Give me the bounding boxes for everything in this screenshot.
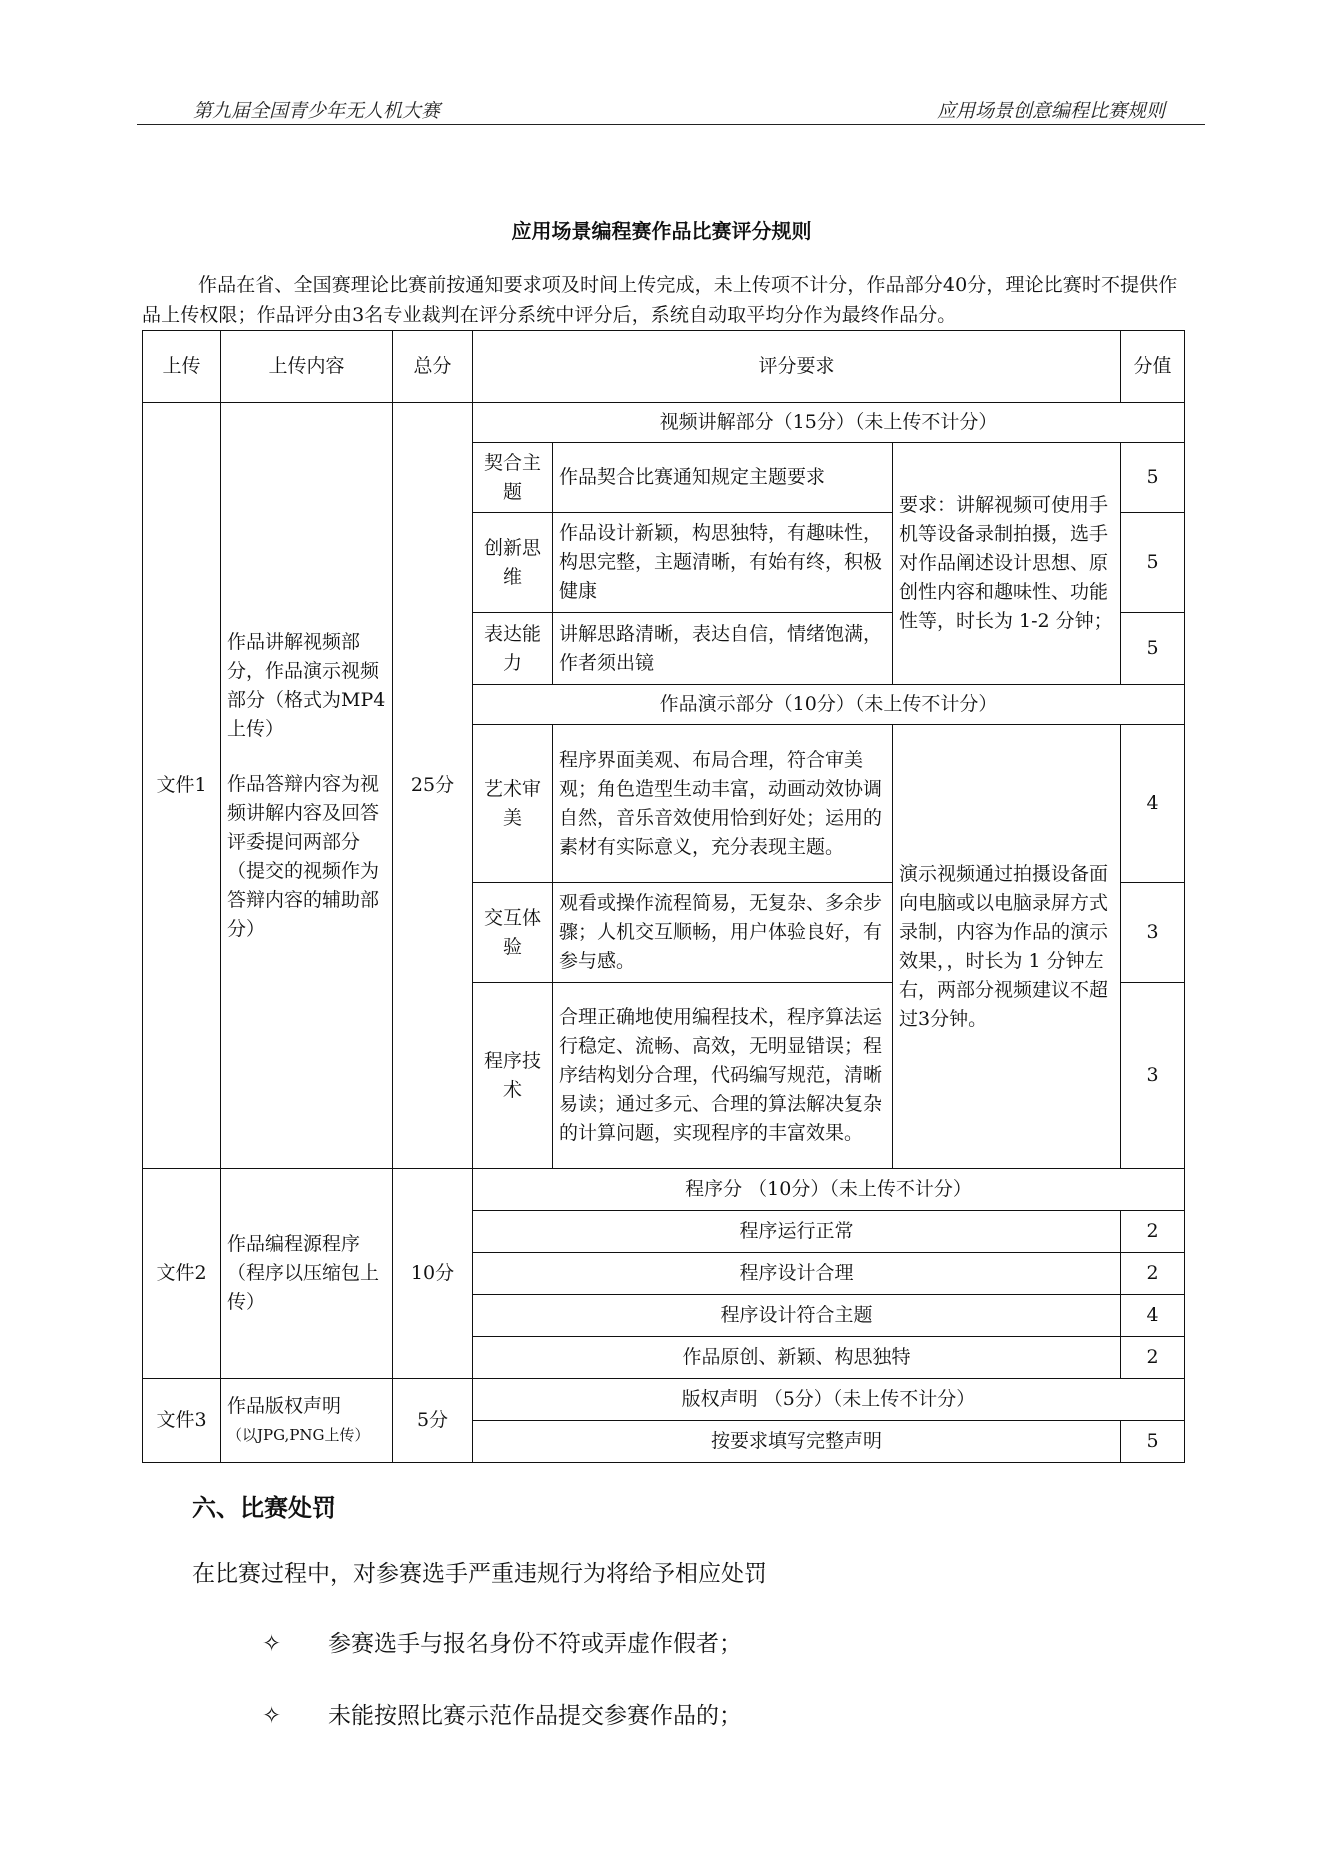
criterion-score: 4 (1121, 1295, 1185, 1337)
file1-content (221, 403, 393, 1169)
header-requirements: 评分要求 (473, 331, 1121, 403)
file2-label: 文件2 (143, 1169, 221, 1379)
header-score: 分值 (1121, 331, 1185, 403)
criterion-desc: 程序设计符合主题 (473, 1295, 1121, 1337)
header-total: 总分 (393, 331, 473, 403)
header-left: 第九届全国青少年无人机大赛 (193, 100, 441, 122)
criterion-score: 5 (1121, 613, 1185, 685)
section-heading: 六、比赛处罚 (192, 1494, 336, 1522)
program-section-title: 程序分 （10分）（未上传不计分） (473, 1169, 1185, 1211)
table-row (143, 403, 1185, 443)
scoring-table (142, 330, 1185, 1463)
file1-content-a: 作品讲解视频部分，作品演示视频部分（格式为MP4上传） (227, 630, 386, 740)
criterion-name: 契合主题 (473, 443, 553, 513)
page-title: 应用场景编程赛作品比赛评分规则 (511, 219, 812, 243)
criterion-name: 程序技术 (473, 983, 553, 1169)
header-right: 应用场景创意编程比赛规则 (936, 100, 1165, 122)
file1-total: 25分 (393, 403, 473, 1169)
list-item (262, 1697, 742, 1730)
criterion-score: 2 (1121, 1253, 1185, 1295)
criterion-score: 5 (1121, 513, 1185, 613)
criterion-desc: 合理正确地使用编程技术，程序算法运行稳定、流畅、高效，无明显错误；程序结构划分合理，代码编写规范，清晰易读；通过多元、合理的算法解决复杂的计算问题，实现程序的丰富效果。 (553, 983, 893, 1169)
criterion-name: 表达能力 (473, 613, 553, 685)
file3-content-note: （以JPG,PNG上传） (227, 1425, 370, 1444)
criterion-name: 艺术审美 (473, 725, 553, 883)
video-note: 要求：讲解视频可使用手机等设备录制拍摄，选手对作品阐述设计思想、原创性内容和趣味性、功能性等，时长为 1-2 分钟； (893, 443, 1121, 685)
criterion-desc: 程序界面美观、布局合理，符合审美观；角色造型生动丰富，动画动效协调自然，音乐音效使用恰到好处；运用的素材有实际意义，充分表现主题。 (553, 725, 893, 883)
criterion-desc: 观看或操作流程简易，无复杂、多余步骤；人机交互顺畅，用户体验良好，有参与感。 (553, 883, 893, 983)
criterion-score: 3 (1121, 983, 1185, 1169)
criterion-desc: 作品原创、新颖、构思独特 (473, 1337, 1121, 1379)
criterion-score: 3 (1121, 883, 1185, 983)
diamond-bullet-icon: ✧ (262, 1703, 282, 1729)
criterion-score: 4 (1121, 725, 1185, 883)
criterion-desc: 按要求填写完整声明 (473, 1421, 1121, 1463)
criterion-score: 5 (1121, 443, 1185, 513)
list-item (262, 1625, 742, 1658)
file2-total: 10分 (393, 1169, 473, 1379)
intro-paragraph: 作品在省、全国赛理论比赛前按通知要求项及时间上传完成，未上传项不计分，作品部分40分，理论比赛时不提供作品上传权限；作品评分由3名专业裁判在评分系统中评分后，系统自动取平均分作为最终作品分。 (142, 274, 1178, 326)
demo-section-title: 作品演示部分（10分）（未上传不计分） (473, 685, 1185, 725)
file3-label: 文件3 (143, 1379, 221, 1463)
diamond-bullet-icon: ✧ (262, 1631, 282, 1657)
file3-content (221, 1379, 393, 1463)
criterion-score: 2 (1121, 1211, 1185, 1253)
video-section-title: 视频讲解部分（15分）（未上传不计分） (473, 403, 1185, 443)
table-row (143, 1169, 1185, 1211)
criterion-score: 5 (1121, 1421, 1185, 1463)
criterion-desc: 程序运行正常 (473, 1211, 1121, 1253)
section-paragraph: 在比赛过程中，对参赛选手严重违规行为将给予相应处罚 (192, 1561, 767, 1587)
criterion-desc: 讲解思路清晰，表达自信，情绪饱满，作者须出镜 (553, 613, 893, 685)
criterion-name: 交互体验 (473, 883, 553, 983)
file3-content-main: 作品版权声明 (227, 1394, 342, 1417)
criterion-score: 2 (1121, 1337, 1185, 1379)
file2-content: 作品编程源程序（程序以压缩包上传） (221, 1169, 393, 1379)
header-upload: 上传 (143, 331, 221, 403)
criterion-desc: 作品设计新颖，构思独特，有趣味性，构思完整，主题清晰，有始有终，积极健康 (553, 513, 893, 613)
file1-content-b: 作品答辩内容为视频讲解内容及回答评委提问两部分（提交的视频作为答辩内容的辅助部分） (227, 772, 380, 940)
bullet-text: 未能按照比赛示范作品提交参赛作品的； (328, 1703, 742, 1729)
file1-label: 文件1 (143, 403, 221, 1169)
demo-note: 演示视频通过拍摄设备面向电脑或以电脑录屏方式录制，内容为作品的演示效果，，时长为 1 分钟左右，两部分视频建议不超过3分钟。 (893, 725, 1121, 1169)
header-content: 上传内容 (221, 331, 393, 403)
copyright-section-title: 版权声明 （5分）（未上传不计分） (473, 1379, 1185, 1421)
bullet-text: 参赛选手与报名身份不符或弄虚作假者； (328, 1631, 742, 1657)
table-row (143, 1379, 1185, 1421)
file3-total: 5分 (393, 1379, 473, 1463)
page-header (137, 92, 1205, 125)
table-header-row (143, 331, 1185, 403)
criterion-name: 创新思维 (473, 513, 553, 613)
criterion-desc: 作品契合比赛通知规定主题要求 (553, 443, 893, 513)
criterion-desc: 程序设计合理 (473, 1253, 1121, 1295)
